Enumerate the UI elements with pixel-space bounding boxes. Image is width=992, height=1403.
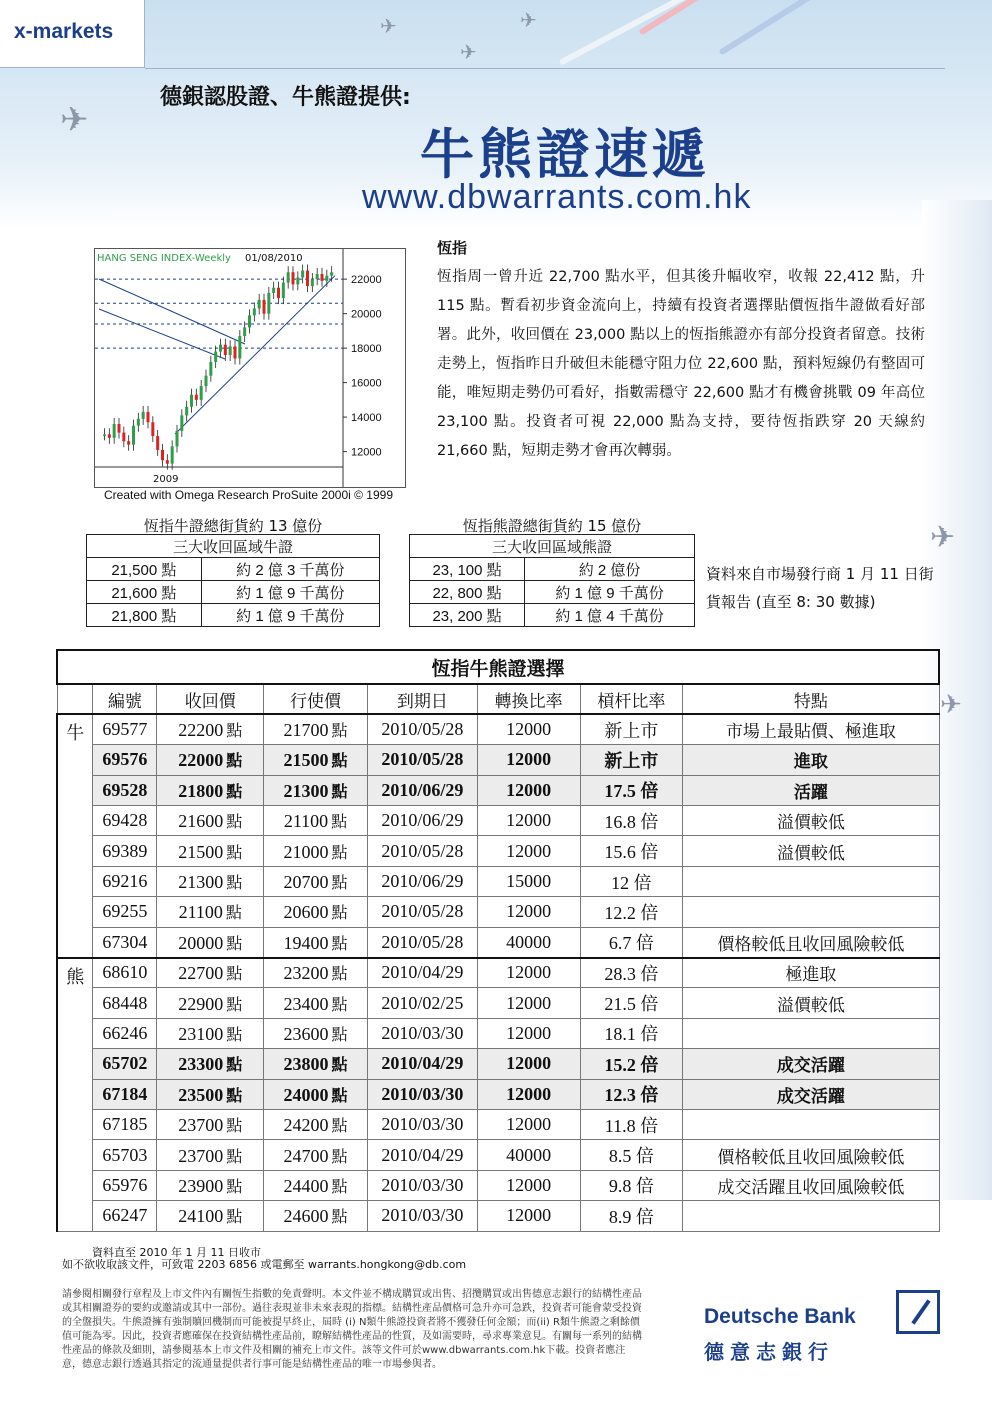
- bear-side-label: 熊: [57, 958, 93, 1232]
- candle-body: [122, 433, 125, 442]
- hsi-chart-svg: [95, 249, 405, 487]
- table-row: [57, 806, 939, 836]
- footer-notes: [62, 1247, 466, 1271]
- jet-icon: ✈: [380, 14, 397, 38]
- cbbc-code-cell: 69255: [93, 897, 157, 927]
- strike-price-cell: 21100 點: [264, 806, 368, 836]
- candle-body: [127, 441, 130, 444]
- jet-icon: ✈: [940, 690, 962, 720]
- leverage-cell: 6.7 倍: [580, 927, 683, 957]
- candle-body: [325, 276, 328, 281]
- conversion-ratio-cell: 12000: [477, 836, 580, 866]
- table-row: [57, 1049, 939, 1079]
- candle-body: [306, 271, 309, 287]
- cbbc-code-cell: 68448: [93, 988, 157, 1018]
- call-price-cell: 21800 點: [157, 775, 264, 805]
- header-leverage: 槓杆比率: [580, 684, 683, 714]
- chart-x-label: 2009: [153, 474, 179, 485]
- candle-body: [301, 271, 304, 278]
- expiry-date-cell: 2010/04/29: [367, 1049, 477, 1079]
- candle-body: [321, 274, 324, 281]
- strike-price-cell: 24200 點: [264, 1109, 368, 1139]
- candle-body: [147, 412, 150, 422]
- page-title: 牛熊證速遞: [420, 123, 710, 186]
- candle-body: [113, 424, 116, 438]
- feature-cell: [683, 1109, 939, 1139]
- y-tick-label: 18000: [351, 343, 382, 356]
- leverage-cell: 12.3 倍: [580, 1079, 683, 1109]
- conversion-ratio-cell: 15000: [477, 866, 580, 896]
- header-expiry: 到期日: [367, 684, 477, 714]
- bear-summary-row: 23, 200 點 約 1 億 4 千萬份: [410, 604, 695, 627]
- conversion-ratio-cell: 12000: [477, 1170, 580, 1200]
- leverage-cell: 新上市: [580, 745, 683, 775]
- jet-icon: ✈: [460, 40, 477, 64]
- header-divider: [145, 68, 945, 69]
- feature-cell: [683, 1018, 939, 1048]
- y-tick-label: 22000: [351, 274, 382, 287]
- leverage-cell: 18.1 倍: [580, 1018, 683, 1048]
- cbbc-code-cell: 66247: [93, 1201, 157, 1231]
- conversion-ratio-cell: 12000: [477, 714, 580, 744]
- candle-body: [219, 345, 222, 352]
- y-tick-label: 20000: [351, 308, 382, 321]
- cbbc-code-cell: 69576: [93, 745, 157, 775]
- candle-body: [142, 412, 145, 419]
- bull-summary-table: [86, 534, 380, 627]
- leverage-cell: 21.5 倍: [580, 988, 683, 1018]
- candle-body: [272, 288, 275, 293]
- feature-cell: 價格較低且收回風險較低: [683, 927, 939, 957]
- conversion-ratio-cell: 40000: [477, 1140, 580, 1170]
- cbbc-code-cell: 67304: [93, 927, 157, 957]
- candle-body: [103, 434, 106, 436]
- table-row: [57, 1140, 939, 1170]
- jet-icon: ✈: [60, 100, 89, 140]
- feature-cell: 極進取: [683, 958, 939, 988]
- strike-price-cell: 24700 點: [264, 1140, 368, 1170]
- expiry-date-cell: 2010/03/30: [367, 1018, 477, 1048]
- leverage-cell: 15.6 倍: [580, 836, 683, 866]
- strike-price-cell: 24000 點: [264, 1079, 368, 1109]
- chart-title: HANG SENG INDEX-Weekly: [97, 253, 231, 264]
- call-price-cell: 22200 點: [157, 714, 264, 744]
- commentary-heading: 恆指: [437, 239, 468, 257]
- header-feature: 特點: [683, 684, 939, 714]
- disclaimer: 請參閱相關發行章程及上市文件內有關恆生指數的免責聲明。本文件並不構成購買或出售、招攬購買或出售德意志銀行的結構性產品或其相關證券的要約或邀請或其中一部份。過往表現並非未來表現的指標。結構性產品價格可急升亦可急跌，投資者可能會蒙受投資的全盤損失。牛熊證擁有強制贖回機制而可能被提早終止，屆時 (i) N類牛熊證投資者將不獲發任何金額；而(ii) R類牛熊證之剩餘價值可能為零。因此，投資者應確保在投資結構性產品前，瞭解結構性產品的性質，及如需要時，尋求專業意見。有關每一系列的結構性產品的條款及細則，請參閱基本上市文件及相關的補充上市文件。該等文件可於www.dbwarrants.com.hk下載。投資者應注意，德意志銀行透過其指定的流通量提供者行事可能是結構性產品的唯一市場參與者。: [62, 1289, 642, 1370]
- call-price-cell: 21600 點: [157, 806, 264, 836]
- feature-cell: [683, 1201, 939, 1231]
- strike-price-cell: 24400 點: [264, 1170, 368, 1200]
- bear-summary-row: 22, 800 點 約 1 億 9 千萬份: [410, 581, 695, 604]
- bear-summary-caption: 恆指熊證總街貨約 15 億份: [462, 517, 642, 535]
- table-row: [57, 714, 939, 744]
- feature-cell: 溢價較低: [683, 806, 939, 836]
- table-row: [57, 1170, 939, 1200]
- header-ratio: 轉換比率: [477, 684, 580, 714]
- trend-line: [99, 279, 245, 344]
- leverage-cell: 16.8 倍: [580, 806, 683, 836]
- conversion-ratio-cell: 12000: [477, 775, 580, 805]
- header-call-price: 收回價: [157, 684, 264, 714]
- expiry-date-cell: 2010/04/29: [367, 1140, 477, 1170]
- call-price-cell: 23300 點: [157, 1049, 264, 1079]
- candle-body: [330, 272, 333, 275]
- leverage-cell: 8.5 倍: [580, 1140, 683, 1170]
- conversion-ratio-cell: 12000: [477, 958, 580, 988]
- call-price-cell: 24100 點: [157, 1201, 264, 1231]
- call-price-cell: 23500 點: [157, 1079, 264, 1109]
- feature-cell: 價格較低且收回風險較低: [683, 1140, 939, 1170]
- conversion-ratio-cell: 12000: [477, 1049, 580, 1079]
- table-title: 恆指牛熊證選擇: [57, 650, 939, 684]
- conversion-ratio-cell: 40000: [477, 927, 580, 957]
- jet-icon: ✈: [930, 520, 956, 555]
- hsi-weekly-chart: [94, 248, 406, 488]
- strike-price-cell: 24600 點: [264, 1201, 368, 1231]
- table-row: [57, 988, 939, 1018]
- expiry-date-cell: 2010/05/28: [367, 927, 477, 957]
- candle-body: [108, 434, 111, 437]
- candle-body: [137, 419, 140, 426]
- expiry-date-cell: 2010/03/30: [367, 1201, 477, 1231]
- header-strike: 行使價: [264, 684, 368, 714]
- strike-price-cell: 20600 點: [264, 897, 368, 927]
- candle-body: [277, 288, 280, 298]
- candle-body: [311, 279, 314, 286]
- cbbc-code-cell: 69389: [93, 836, 157, 866]
- expiry-date-cell: 2010/03/30: [367, 1170, 477, 1200]
- candle-body: [195, 395, 198, 400]
- cbbc-code-cell: 65702: [93, 1049, 157, 1079]
- candle-body: [180, 415, 183, 431]
- leverage-cell: 8.9 倍: [580, 1201, 683, 1231]
- candle-body: [166, 460, 169, 463]
- expiry-date-cell: 2010/06/29: [367, 806, 477, 836]
- expiry-date-cell: 2010/04/29: [367, 958, 477, 988]
- bull-summary-row: 21,500 點 約 2 億 3 千萬份: [87, 558, 380, 581]
- table-row: [57, 927, 939, 957]
- call-price-cell: 21300 點: [157, 866, 264, 896]
- feature-cell: 進取: [683, 745, 939, 775]
- strike-price-cell: 23600 點: [264, 1018, 368, 1048]
- cbbc-code-cell: 67184: [93, 1079, 157, 1109]
- chart-date: 01/08/2010: [245, 253, 303, 264]
- conversion-ratio-cell: 12000: [477, 1079, 580, 1109]
- candle-body: [209, 362, 212, 376]
- conversion-ratio-cell: 12000: [477, 1018, 580, 1048]
- strike-price-cell: 21500 點: [264, 745, 368, 775]
- candle-body: [253, 308, 256, 315]
- candle-body: [132, 426, 135, 445]
- deutsche-bank-logo-icon: [896, 1290, 940, 1334]
- call-price-cell: 23700 點: [157, 1109, 264, 1139]
- page-subtitle: 德銀認股證、牛熊證提供:: [160, 85, 411, 110]
- conversion-ratio-cell: 12000: [477, 745, 580, 775]
- y-tick-label: 12000: [351, 446, 382, 459]
- call-price-cell: 22700 點: [157, 958, 264, 988]
- expiry-date-cell: 2010/03/30: [367, 1079, 477, 1109]
- table-row: [57, 836, 939, 866]
- feature-cell: [683, 897, 939, 927]
- strike-price-cell: 21300 點: [264, 775, 368, 805]
- conversion-ratio-cell: 12000: [477, 988, 580, 1018]
- candle-body: [200, 386, 203, 400]
- deutsche-bank-name: Deutsche Bank: [704, 1305, 856, 1328]
- strike-price-cell: 20700 點: [264, 866, 368, 896]
- expiry-date-cell: 2010/05/28: [367, 836, 477, 866]
- feature-cell: 活躍: [683, 775, 939, 805]
- strike-price-cell: 23200 點: [264, 958, 368, 988]
- cbbc-code-cell: 67185: [93, 1109, 157, 1139]
- table-row: [57, 1018, 939, 1048]
- leverage-cell: 11.8 倍: [580, 1109, 683, 1139]
- expiry-date-cell: 2010/05/28: [367, 897, 477, 927]
- leverage-cell: 新上市: [580, 714, 683, 744]
- conversion-ratio-cell: 12000: [477, 1201, 580, 1231]
- candle-body: [176, 431, 179, 447]
- cbbc-code-cell: 69528: [93, 775, 157, 805]
- y-tick-label: 14000: [351, 412, 382, 425]
- data-date-note: 資料直至 2010 年 1 月 11 日收市: [92, 1246, 261, 1259]
- candle-body: [151, 422, 154, 436]
- feature-cell: 溢價較低: [683, 988, 939, 1018]
- cbbc-code-cell: 66246: [93, 1018, 157, 1048]
- call-price-cell: 22000 點: [157, 745, 264, 775]
- table-row: [57, 897, 939, 927]
- candle-body: [161, 450, 164, 460]
- chart-caption: Created with Omega Research ProSuite 2000i © 1999: [104, 488, 394, 502]
- strike-price-cell: 23800 點: [264, 1049, 368, 1079]
- leverage-cell: 9.8 倍: [580, 1170, 683, 1200]
- candle-body: [263, 300, 266, 314]
- jet-icon: ✈: [520, 8, 537, 32]
- leverage-cell: 17.5 倍: [580, 775, 683, 805]
- strike-price-cell: 19400 點: [264, 927, 368, 957]
- xmarkets-logo: x-markets: [0, 0, 145, 68]
- leverage-cell: 28.3 倍: [580, 958, 683, 988]
- cbbc-code-cell: 69428: [93, 806, 157, 836]
- candle-body: [258, 300, 261, 309]
- feature-cell: 市場上最貼價、極進取: [683, 714, 939, 744]
- cbbc-code-cell: 69577: [93, 714, 157, 744]
- conversion-ratio-cell: 12000: [477, 897, 580, 927]
- candle-body: [282, 283, 285, 299]
- call-price-cell: 20000 點: [157, 927, 264, 957]
- expiry-date-cell: 2010/05/28: [367, 745, 477, 775]
- trend-line: [99, 309, 225, 359]
- feature-cell: 成交活躍: [683, 1079, 939, 1109]
- candle-body: [234, 346, 237, 358]
- expiry-date-cell: 2010/06/29: [367, 775, 477, 805]
- y-tick-label: 16000: [351, 377, 382, 390]
- strike-price-cell: 21000 點: [264, 836, 368, 866]
- expiry-date-cell: 2010/06/29: [367, 866, 477, 896]
- table-row: [57, 1079, 939, 1109]
- leverage-cell: 15.2 倍: [580, 1049, 683, 1079]
- call-price-cell: 21100 點: [157, 897, 264, 927]
- candle-body: [118, 424, 121, 433]
- table-row: [57, 958, 939, 988]
- table-row: [57, 775, 939, 805]
- conversion-ratio-cell: 12000: [477, 806, 580, 836]
- cbbc-code-cell: 69216: [93, 866, 157, 896]
- unsubscribe-note: 如不欲收取該文件，可致電 2203 6856 或電郵至 warrants.hongkong@db.com: [62, 1258, 467, 1271]
- call-price-cell: 23100 點: [157, 1018, 264, 1048]
- header-side: [57, 684, 93, 714]
- leverage-cell: 12.2 倍: [580, 897, 683, 927]
- table-row: [57, 1109, 939, 1139]
- cbbc-code-cell: 65976: [93, 1170, 157, 1200]
- conversion-ratio-cell: 12000: [477, 1109, 580, 1139]
- expiry-date-cell: 2010/02/25: [367, 988, 477, 1018]
- call-price-cell: 23700 點: [157, 1140, 264, 1170]
- candle-body: [287, 272, 290, 282]
- candle-body: [243, 327, 246, 336]
- candle-body: [292, 272, 295, 284]
- cbbc-selection-table: [56, 649, 940, 1232]
- bear-summary-table: [409, 534, 695, 627]
- candle-body: [267, 293, 270, 314]
- bear-summary-header: 三大收回區域熊證: [410, 535, 695, 558]
- table-row: [57, 866, 939, 896]
- candle-body: [229, 346, 232, 355]
- call-price-cell: 22900 點: [157, 988, 264, 1018]
- feature-cell: [683, 866, 939, 896]
- candle-body: [248, 315, 251, 327]
- candle-body: [224, 345, 227, 355]
- expiry-date-cell: 2010/05/28: [367, 714, 477, 744]
- call-price-cell: 23900 點: [157, 1170, 264, 1200]
- bull-summary-row: 21,600 點 約 1 億 9 千萬份: [87, 581, 380, 604]
- strike-price-cell: 21700 點: [264, 714, 368, 744]
- candle-body: [214, 352, 217, 362]
- feature-cell: 溢價較低: [683, 836, 939, 866]
- bear-summary-row: 23, 100 點 約 2 億份: [410, 558, 695, 581]
- bull-side-label: 牛: [57, 714, 93, 957]
- deutsche-bank-cn-name: 德意志銀行: [704, 1340, 834, 1364]
- header-code: 編號: [93, 684, 157, 714]
- feature-cell: 成交活躍: [683, 1049, 939, 1079]
- source-note: 資料來自市場發行商 1 月 11 日街貨報告 (直至 8: 30 數據): [706, 565, 934, 611]
- candle-body: [156, 436, 159, 450]
- candle-body: [190, 395, 193, 407]
- expiry-date-cell: 2010/03/30: [367, 1109, 477, 1139]
- website-link[interactable]: www.dbwarrants.com.hk: [362, 178, 752, 216]
- leverage-cell: 12 倍: [580, 866, 683, 896]
- call-price-cell: 21500 點: [157, 836, 264, 866]
- candle-body: [185, 407, 188, 416]
- commentary-body: 恆指周一曾升近 22,700 點水平，但其後升幅收窄，收報 22,412 點，升 115 點。暫看初步資金流向上，持續有投資者選擇貼價恆指牛證做看好部署。此外，收回價在 23,000 點以上的恆指熊證亦有部分投資者留意。技術走勢上，恆指昨日升破但未能穩守阻力位 22,600 點，預料短線仍有整固可能，唯短期走勢仍可看好，指數需穩守 22,600 點才有機會挑戰 09 年高位 23,100 點。投資者可視 22,000 點為支持，要待恆指跌穿 20 天線約 21,660 點，短期走勢才會再次轉弱。: [437, 269, 925, 459]
- candle-body: [316, 274, 319, 279]
- strike-price-cell: 23400 點: [264, 988, 368, 1018]
- feature-cell: 成交活躍且收回風險較低: [683, 1170, 939, 1200]
- bull-summary-header: 三大收回區域牛證: [87, 535, 380, 558]
- candle-body: [205, 376, 208, 386]
- bull-summary-row: 21,800 點 約 1 億 9 千萬份: [87, 604, 380, 627]
- candle-body: [171, 446, 174, 463]
- cbbc-code-cell: 65703: [93, 1140, 157, 1170]
- candle-body: [296, 277, 299, 284]
- table-row: [57, 1201, 939, 1231]
- cbbc-code-cell: 68610: [93, 958, 157, 988]
- table-row: [57, 745, 939, 775]
- trend-line: [175, 276, 335, 434]
- candle-body: [238, 336, 241, 358]
- bull-summary-caption: 恆指牛證總街貨約 13 億份: [143, 517, 323, 535]
